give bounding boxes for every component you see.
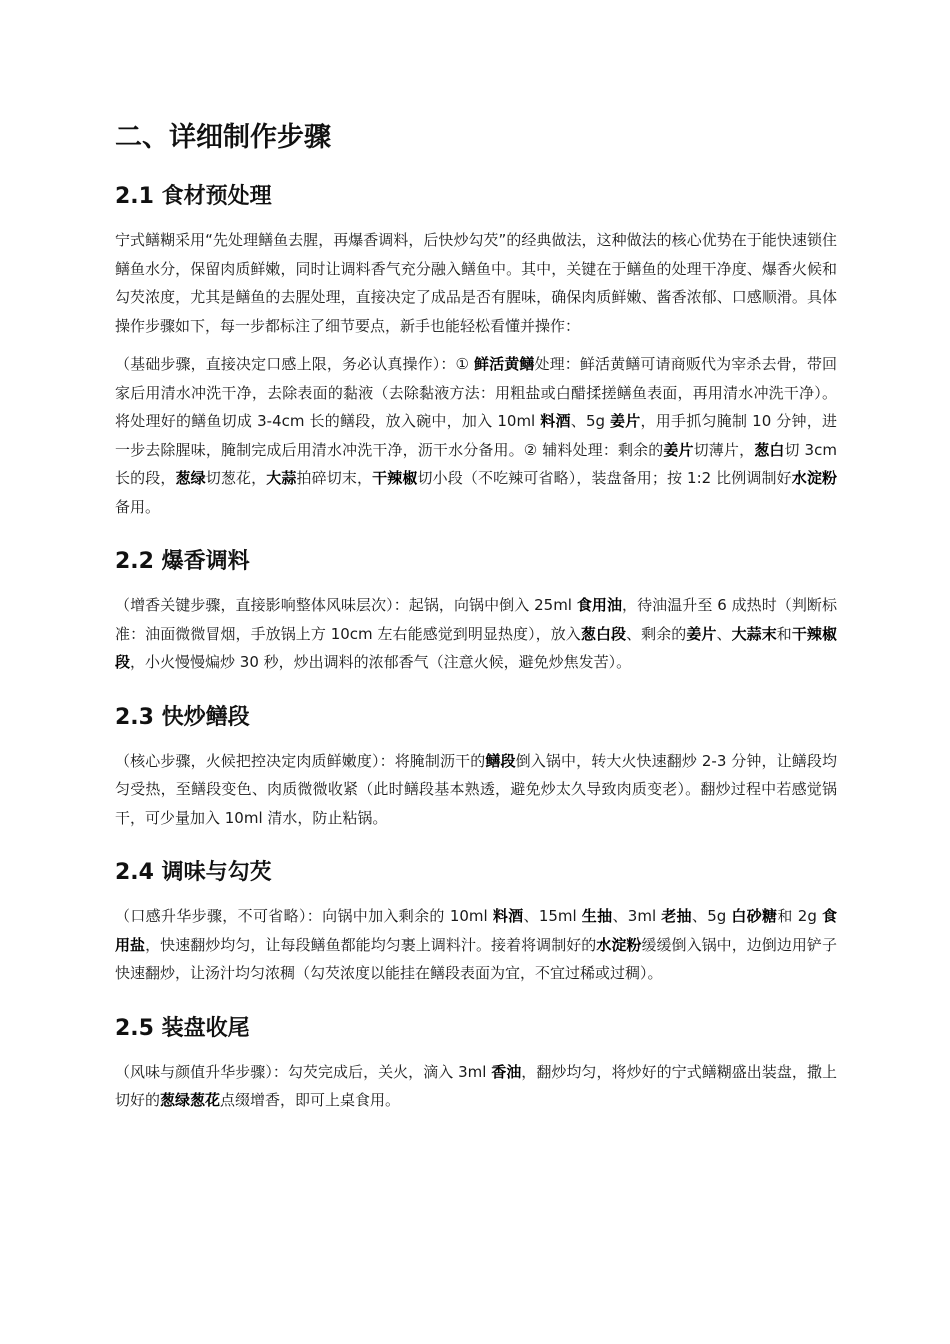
step-paragraph: （口感升华步骤，不可省略）：向锅中加入剩余的 10ml 料酒、15ml 生抽、3ml 老抽、5g 白砂糖和 2g 食用盐，快速翻炒均匀，让每段鳝鱼都能均匀裹上调料汁。接着将调制好的水淀粉缓缓倒入锅中，边倒边用铲子快速翻炒，让汤汁均匀浓稠（勾芡浓度以能挂在鳝段表面为宜，不宜过稀或过稠）。 [115,907,837,982]
keyword: 干辣椒段 [115,624,837,671]
keyword: 葱绿葱花 [160,1091,221,1109]
keyword: 料酒 [540,412,571,430]
step-paragraph: （风味与颜值升华步骤）：勾芡完成后，关火，滴入 3ml 香油，翻炒均匀，将炒好的宁式鳝糊盛出装盘，撒上切好的葱绿葱花点缀增香，即可上桌食用。 [115,1062,837,1109]
keyword: 葱绿 [175,469,206,487]
keyword: 食用盐 [115,907,837,954]
keyword: 葱白 [754,440,785,459]
section-title: 2.4 调味与勾芡 [115,860,272,885]
step-paragraph: （基础步骤，直接决定口感上限，务必认真操作）：① 鲜活黄鳝处理：鲜活黄鳝可请商贩代为宰杀去骨，带回家后用清水冲洗干净，去除表面的黏液（去除黏液方法：用粗盐或白醋揉搓鳝鱼表面，再用清水冲洗干净）。将处理好的鳝鱼切成 3-4cm 长的鳝段，放入碗中，加入 10ml 料酒、5g 姜片，用手抓匀腌制 10 分钟，进一步去除腥味，腌制完成后用清水冲洗干净，沥干水分备用。② 辅料处理：剩余的姜片切薄片，葱白切 3cm 长的段，葱绿切葱花，大蒜拍碎切末，干辣椒切小段（不吃辣可省略），装盘备用；按 1:2 比例调制好水淀粉备用。 [115,355,837,516]
keyword: 水淀粉 [596,935,642,954]
keyword: 姜片 [686,624,717,643]
keyword: 生抽 [581,907,613,925]
keyword: 水淀粉 [791,469,837,487]
section-title: 2.3 快炒鳝段 [115,704,250,730]
keyword: 老抽 [661,907,692,925]
section-title: 2.1 食材预处理 [115,184,272,209]
keyword: 食用油 [576,596,623,614]
section-saute-aromatics [115,545,837,677]
keyword: 大蒜末 [731,624,777,643]
section-title: 2.2 爆香调料 [115,549,250,574]
keyword: 干辣椒 [372,469,418,487]
section-season-thicken [115,856,837,988]
section-title: 2.5 装盘收尾 [115,1015,250,1041]
document-page [115,118,837,1115]
section-ingredient-prep [115,180,837,521]
step-paragraph: （核心步骤，火候把控决定肉质鲜嫩度）：将腌制沥干的鳝段倒入锅中，转大火快速翻炒 2-3 分钟，让鳝段均匀受热，至鳝段变色、肉质微微收紧（此时鳝段基本熟透，避免炒太久导致肉质变老）。翻炒过程中若感觉锅干，可少量加入 10ml 清水，防止粘锅。 [115,751,837,827]
intro-paragraph: 宁式鳝糊采用“先处理鳝鱼去腥，再爆香调料，后快炒勾芡”的经典做法，这种做法的核心优势在于能快速锁住鳝鱼水分，保留肉质鲜嫩，同时让调料香气充分融入鳝鱼中。其中，关键在于鳝鱼的处理干净度、爆香火候和勾芡浓度，尤其是鳝鱼的去腥处理，直接决定了成品是否有腥味，确保肉质鲜嫩、酱香浓郁、口感顺滑。具体操作步骤如下，每一步都标注了细节要点，新手也能轻松看懂并操作： [115,231,837,335]
keyword: 姜片 [610,412,641,430]
keyword: 大蒜 [266,469,297,487]
keyword: 料酒 [492,907,524,925]
keyword: 姜片 [663,440,694,459]
keyword: 葱白段 [580,624,627,643]
section-plating [115,1012,837,1115]
keyword: 鲜活黄鳝 [473,355,535,373]
keyword: 香油 [491,1062,522,1081]
section-stir-fry-eel [115,701,837,833]
chapter-heading: 二、详细制作步骤 [115,122,331,153]
keyword: 鳝段 [485,751,516,770]
step-paragraph: （增香关键步骤，直接影响整体风味层次）：起锅，向锅中倒入 25ml 食用油，待油温升至 6 成热时（判断标准：油面微微冒烟，手放锅上方 10cm 左右能感觉到明显热度），放入葱白段、剩余的姜片、大蒜末和干辣椒段，小火慢慢煸炒 30 秒，炒出调料的浓郁香气（注意火候，避免炒焦发苦）。 [115,596,837,671]
keyword: 白砂糖 [731,907,778,925]
